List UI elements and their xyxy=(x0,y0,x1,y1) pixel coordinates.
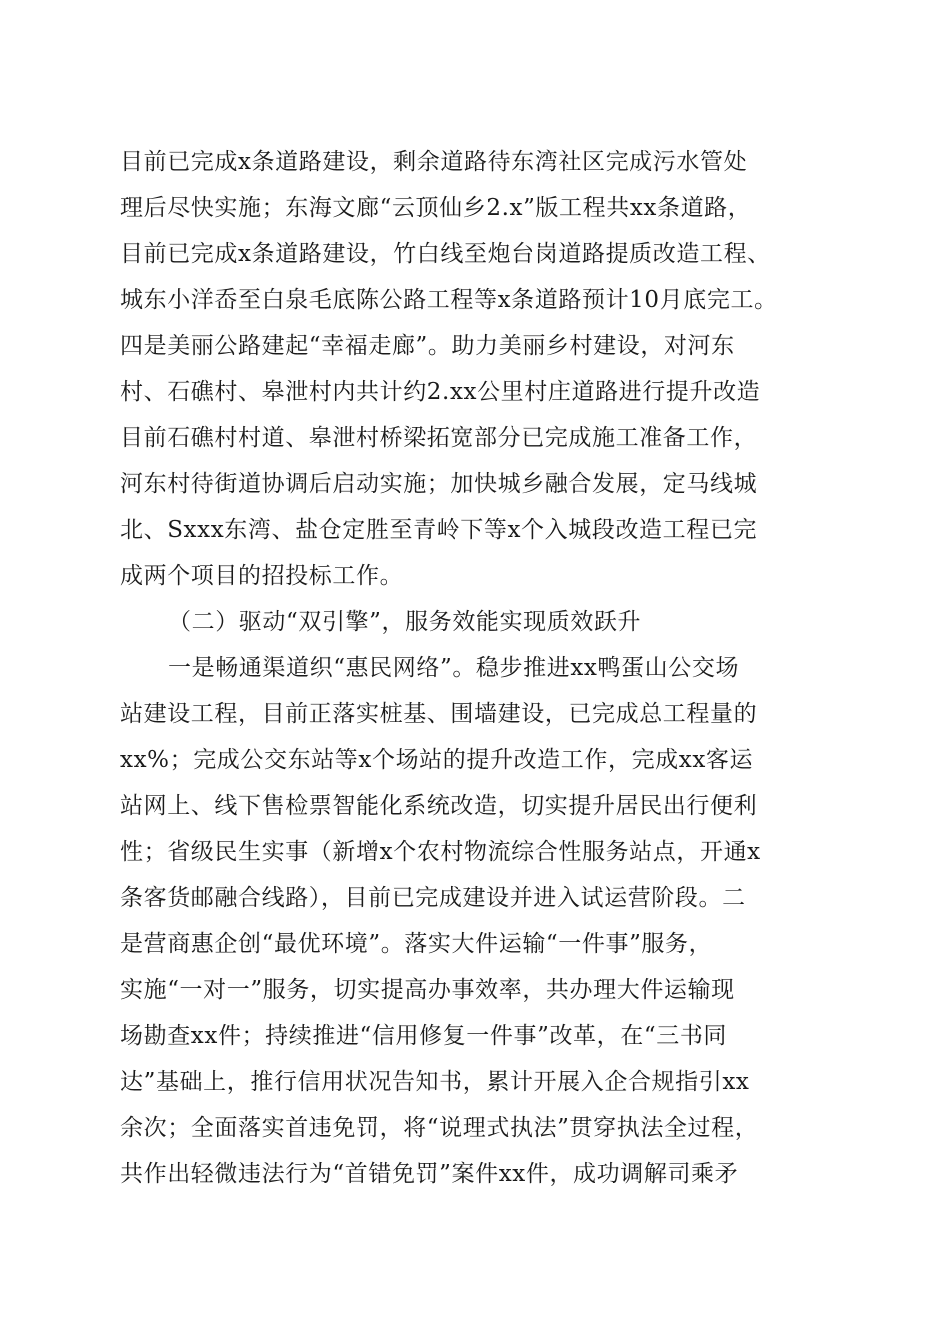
body-text-line: 共作出轻微违法行为“首错免罚”案件xx件，成功调解司乘矛 xyxy=(120,1161,739,1187)
body-text-line: 目前已完成x条道路建设，剩余道路待东湾社区完成污水管处 xyxy=(120,149,748,175)
section-heading: （二）驱动“双引擎”，服务效能实现质效跃升 xyxy=(168,609,642,635)
body-text-line: 村、石礁村、皋泄村内共计约2.xx公里村庄道路进行提升改造 xyxy=(120,379,761,405)
body-text-line: 一是畅通渠道织“惠民网络”。稳步推进xx鸭蛋山公交场 xyxy=(168,655,740,681)
body-text-line: 河东村待街道协调后启动实施；加快城乡融合发展，定马线城 xyxy=(120,471,758,497)
body-text-line: 性；省级民生实事（新增x个农村物流综合性服务站点，开通x xyxy=(120,839,761,865)
body-text-line: 是营商惠企创“最优环境”。落实大件运输“一件事”服务， xyxy=(120,931,713,957)
body-text-line: 实施“一对一”服务，切实提高办事效率，共办理大件运输现 xyxy=(120,977,735,1003)
body-text-line: 城东小洋岙至白泉毛底陈公路工程等x条道路预计10月底完工。 xyxy=(120,287,778,313)
body-text-line: 站建设工程，目前正落实桩基、围墙建设，已完成总工程量的 xyxy=(120,701,758,727)
body-text-line: 北、Sxxx东湾、盐仓定胜至青岭下等x个入城段改造工程已完 xyxy=(120,517,758,543)
body-text-line: 达”基础上，推行信用状况告知书，累计开展入企合规指引xx xyxy=(120,1069,750,1095)
body-text-line: 站网上、线下售检票智能化系统改造，切实提升居民出行便利 xyxy=(120,793,758,819)
body-text-line: 成两个项目的招投标工作。 xyxy=(120,563,404,589)
body-text-line: 场勘查xx件；持续推进“信用修复一件事”改革，在“三书同 xyxy=(120,1023,728,1049)
body-text-line: 目前石礁村村道、皋泄村桥梁拓宽部分已完成施工准备工作， xyxy=(120,425,758,451)
body-text-line: xx%；完成公交东站等x个场站的提升改造工作，完成xx客运 xyxy=(120,747,754,773)
body-text-line: 目前已完成x条道路建设，竹白线至炮台岗道路提质改造工程、 xyxy=(120,241,771,267)
body-text-line: 余次；全面落实首违免罚，将“说理式执法”贯穿执法全过程， xyxy=(120,1115,759,1141)
body-text-line: 四是美丽公路建起“幸福走廊”。助力美丽乡村建设，对河东 xyxy=(120,333,735,359)
body-text-line: 理后尽快实施；东海文廊“云顶仙乡2.x”版工程共xx条道路， xyxy=(120,195,752,221)
body-text-line: 条客货邮融合线路），目前已完成建设并进入试运营阶段。二 xyxy=(120,885,746,911)
